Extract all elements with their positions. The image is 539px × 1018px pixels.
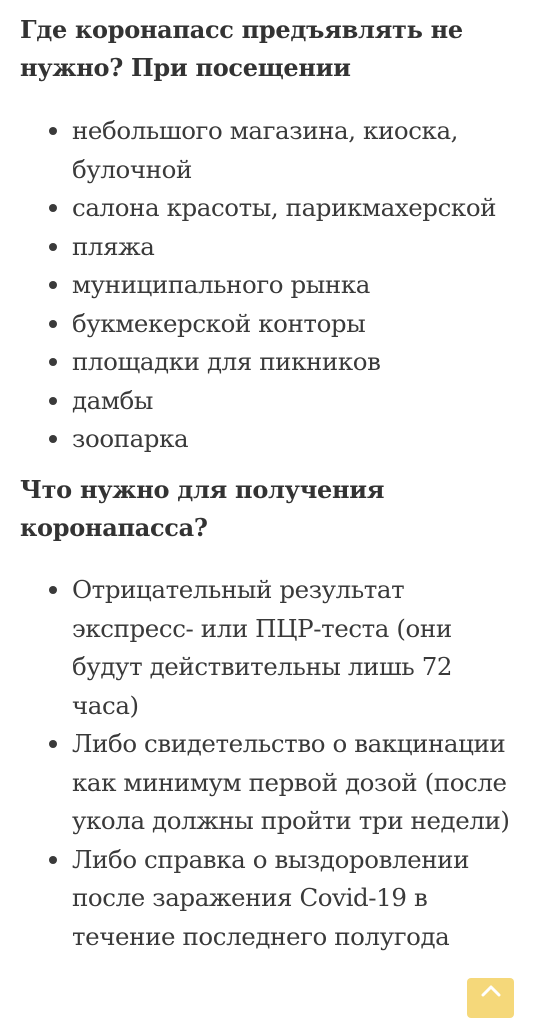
list-item-text: букмекерской конторы xyxy=(72,308,366,338)
bullet-icon xyxy=(49,243,57,251)
list-item-text: дамбы xyxy=(72,385,153,415)
bullet-icon xyxy=(49,281,57,289)
scroll-to-top-button[interactable] xyxy=(467,978,514,1018)
bullet-icon xyxy=(49,358,57,366)
pass-requirements-list xyxy=(0,571,539,956)
list-item-text: небольшого магазина, киоска, булочной xyxy=(72,116,459,184)
chevron-up-icon xyxy=(480,983,502,997)
list-item xyxy=(0,343,539,382)
list-item-text: Отрицательный результат экспресс- или ПЦР-теста (они будут действительны лишь 72 часа) xyxy=(72,575,453,720)
bullet-icon xyxy=(49,586,57,594)
bullet-icon xyxy=(49,320,57,328)
section-heading-where-not-needed: Где коронапасс предъявлять не нужно? При посещении xyxy=(20,15,463,82)
list-item-text: площадки для пикников xyxy=(72,347,381,376)
bullet-icon xyxy=(49,397,57,405)
section-heading-how-to-get: Что нужно для получения коронапасса? xyxy=(20,475,385,542)
list-item xyxy=(0,266,539,305)
bullet-icon xyxy=(49,435,57,443)
list-item xyxy=(0,228,539,267)
list-item xyxy=(0,382,539,421)
places-without-pass-list xyxy=(0,112,539,459)
list-item xyxy=(0,725,539,841)
list-item xyxy=(0,189,539,228)
list-item xyxy=(0,112,539,189)
bullet-icon xyxy=(49,127,57,135)
list-item-text: Либо свидетельство о вакцинации как минимум первой дозой (после укола должны пройти три недели) xyxy=(72,729,510,835)
list-item-text: муниципального рынка xyxy=(72,270,370,299)
list-item xyxy=(0,841,539,957)
bullet-icon xyxy=(49,740,57,748)
list-item-text: салона красоты, парикмахерской xyxy=(72,193,497,222)
list-item-text: пляжа xyxy=(72,231,155,261)
bullet-icon xyxy=(49,856,57,864)
bullet-icon xyxy=(49,204,57,212)
list-item-text: Либо справка о выздоровлении после заражения Covid-19 в течение последнего полугода xyxy=(72,844,470,951)
list-item-text: зоопарка xyxy=(72,424,189,453)
list-item xyxy=(0,420,539,459)
list-item xyxy=(0,305,539,344)
list-item xyxy=(0,571,539,725)
